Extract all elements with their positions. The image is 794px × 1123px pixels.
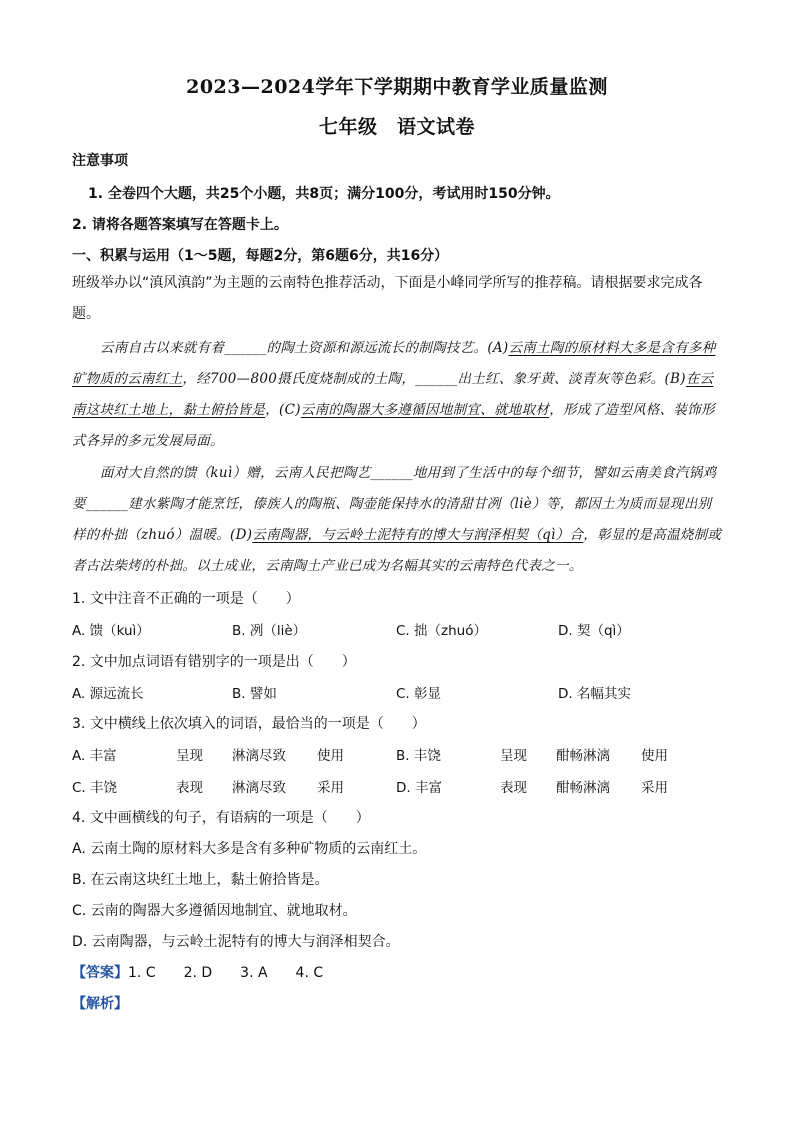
passage-text: 的陶土资源和源远流长的制陶技艺。(A)	[266, 340, 509, 356]
q3-option-a-word-4: 使用	[317, 748, 344, 764]
q3-option-d-word-3: 酣畅淋漓	[556, 780, 610, 796]
question-4-stem: 4. 文中画横线的句子，有语病的一项是（ ）	[72, 810, 370, 826]
q3-option-c[interactable]: C. 丰饶	[72, 780, 118, 796]
q1-option-c[interactable]: C. 拙（zhuó）	[396, 623, 487, 639]
q4-option-b[interactable]: B. 在云南这块红土地上，黏土俯拾皆是。	[72, 872, 329, 888]
q3-option-d-word-2: 表现	[500, 780, 527, 796]
q3-option-a-word-3: 淋漓尽致	[232, 748, 286, 764]
blank-3: ______	[370, 465, 413, 481]
q3-option-b[interactable]: B. 丰饶	[396, 748, 441, 764]
q1-option-a[interactable]: A. 馈（kuì）	[72, 623, 150, 639]
q3-option-a-word-2: 呈现	[176, 748, 203, 764]
passage-text: ，彰显的是高温烧制或者古法柴烤的朴拙。以土成业，云南陶土产业已成为名幅其实的云南特色代表之一。	[72, 527, 722, 574]
q3-option-c-word-2: 表现	[176, 780, 203, 796]
q3-option-c-word-4: 采用	[317, 780, 344, 796]
passage-paragraph-1	[72, 333, 722, 457]
underlined-sentence-d: 云南陶器，与云岭土泥特有的博大与润泽相契（qì）合	[252, 527, 584, 543]
exam-title: 2023—2024学年下学期期中教育学业质量监测	[186, 76, 608, 98]
notice-heading: 注意事项	[72, 153, 128, 169]
exam-subtitle: 七年级 语文试卷	[318, 116, 475, 138]
q3-option-d[interactable]: D. 丰富	[396, 780, 442, 796]
notice-item-1: 1. 全卷四个大题，共25个小题，共8页；满分100分，考试用时150分钟。	[88, 186, 560, 202]
q2-option-b[interactable]: B. 譬如	[232, 686, 277, 702]
answer-line	[72, 962, 732, 982]
q3-option-a[interactable]: A. 丰富	[72, 748, 117, 764]
analysis-tag: 【解析】	[72, 996, 128, 1012]
passage-text: 地用到了生活中的每个细节，譬如云南美食汽锅鸡要	[72, 465, 717, 512]
analysis-line	[72, 993, 732, 1013]
passage-text: 出土红、象牙黄、淡青灰等色彩。(B)	[457, 371, 686, 387]
q1-option-d[interactable]: D. 契（qì）	[558, 623, 630, 639]
passage-text: ，形成了造型风格、装饰形式各异的多元发展局面。	[72, 402, 715, 449]
passage-paragraph-2	[72, 458, 722, 582]
q2-option-a[interactable]: A. 源远流长	[72, 686, 144, 702]
underlined-sentence-c: 云南的陶器大多遵循因地制宜、就地取材	[300, 402, 550, 418]
underlined-sentence-a: 云南土陶的原材料大多是含有多种矿物质的云南红土	[72, 340, 716, 387]
q3-option-c-word-3: 淋漓尽致	[232, 780, 286, 796]
passage-text: ，经700—800摄氏度烧制成的土陶，	[182, 371, 416, 387]
passage-text: ，(C)	[265, 402, 301, 418]
question-1-stem: 1. 文中注音不正确的一项是（ ）	[72, 591, 300, 607]
q4-option-c[interactable]: C. 云南的陶器大多遵循因地制宜、就地取材。	[72, 903, 357, 919]
answer-tag: 【答案】	[72, 965, 128, 981]
passage-text: 面对大自然的馈（kuì）赠，云南人民把陶艺	[100, 465, 371, 481]
q3-option-b-word-4: 使用	[641, 748, 668, 764]
passage-text: 云南自古以来就有着	[100, 340, 225, 356]
notice-item-2: 2. 请将各题答案填写在答题卡上。	[72, 217, 288, 233]
underlined-sentence-b: 在云南这块红土地上，黏土俯拾皆是	[72, 371, 714, 418]
q1-option-b[interactable]: B. 冽（liè）	[232, 623, 307, 639]
q4-option-a[interactable]: A. 云南土陶的原材料大多是含有多种矿物质的云南红土。	[72, 841, 427, 857]
q2-option-c[interactable]: C. 彰显	[396, 686, 442, 702]
q3-option-b-word-3: 酣畅淋漓	[556, 748, 610, 764]
passage-text: 建水紫陶才能烹饪，傣族人的陶瓶、陶壶能保持水的清甜甘冽（liè）等，都因土为质而显现出别样的朴拙（zhuó）温暖。(D)	[72, 496, 712, 543]
q3-option-d-word-4: 采用	[641, 780, 668, 796]
q4-option-d[interactable]: D. 云南陶器，与云岭土泥特有的博大与润泽相契合。	[72, 934, 400, 950]
blank-1: ______	[224, 340, 267, 356]
q3-option-b-word-2: 呈现	[500, 748, 527, 764]
blank-4: ______	[85, 496, 129, 512]
answer-values: 1. C 2. D 3. A 4. C	[128, 965, 324, 981]
section-1-intro: 班级举办以“滇风滇韵”为主题的云南特色推荐活动，下面是小峰同学所写的推荐稿。请根据要求完成各题。	[72, 275, 703, 322]
blank-2: ______	[415, 371, 458, 387]
section-1-heading: 一、积累与运用（1～5题，每题2分，第6题6分，共16分）	[72, 248, 449, 264]
q2-option-d[interactable]: D. 名幅其实	[558, 686, 631, 702]
question-2-stem: 2. 文中加点词语有错别字的一项是出（ ）	[72, 654, 356, 670]
question-3-stem: 3. 文中横线上依次填入的词语，最恰当的一项是（ ）	[72, 716, 426, 732]
